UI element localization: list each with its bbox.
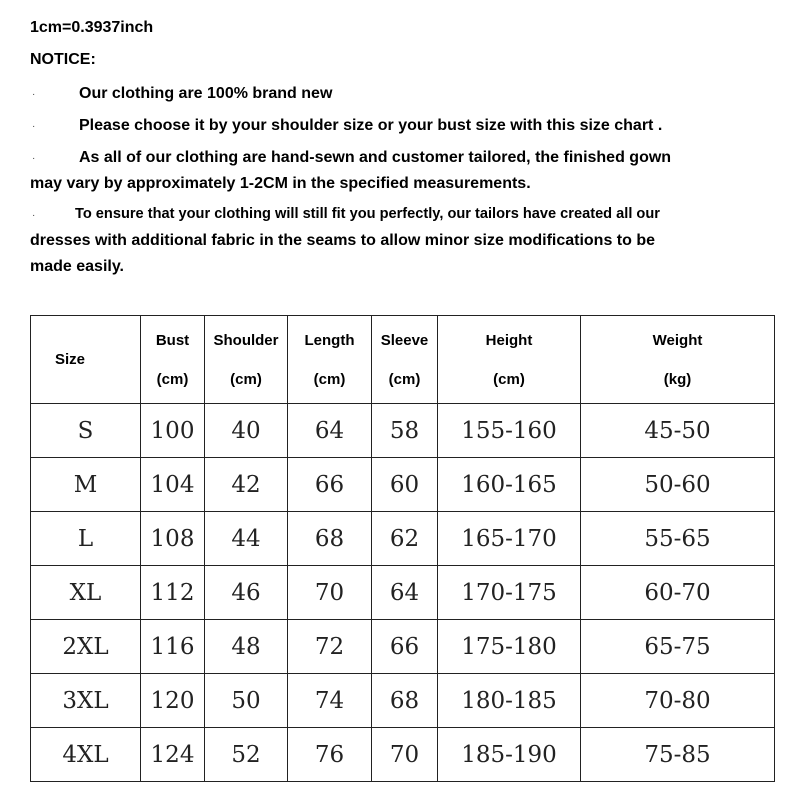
cell-weight: 60-70 [581, 566, 775, 620]
cell-bust: 108 [141, 512, 205, 566]
bullet: · [32, 153, 36, 164]
table-row [31, 728, 775, 782]
bullet: · [32, 210, 36, 221]
header-height [438, 316, 581, 404]
notice-hand-sewn-line1: As all of our clothing are hand-sewn and customer tailored, the finished gown [79, 149, 672, 166]
cell-bust: 124 [141, 728, 205, 782]
header-name: Weight [652, 331, 703, 349]
notice-fabric-line2: dresses with additional fabric in the seams to allow minor size modifications to be [30, 232, 656, 249]
table-header-row [31, 316, 775, 404]
cell-size: 4XL [31, 728, 141, 782]
cell-shoulder: 50 [205, 674, 288, 728]
header-unit: (cm) [313, 370, 346, 388]
notice-fabric-line3: made easily. [30, 258, 124, 275]
table-row [31, 512, 775, 566]
unit-conversion: 1cm=0.3937inch [30, 19, 154, 36]
header-unit: (cm) [388, 370, 421, 388]
cell-sleeve: 68 [372, 674, 438, 728]
cell-length: 70 [288, 566, 372, 620]
cell-sleeve: 58 [372, 404, 438, 458]
cell-length: 68 [288, 512, 372, 566]
cell-weight: 75-85 [581, 728, 775, 782]
cell-length: 76 [288, 728, 372, 782]
cell-shoulder: 52 [205, 728, 288, 782]
table-row [31, 458, 775, 512]
notice-brand-new: Our clothing are 100% brand new [79, 85, 333, 102]
notice-title: NOTICE: [30, 51, 96, 68]
cell-height: 155-160 [438, 404, 581, 458]
cell-sleeve: 66 [372, 620, 438, 674]
bullet: · [32, 121, 36, 132]
cell-bust: 120 [141, 674, 205, 728]
header-name: Sleeve [380, 331, 429, 349]
cell-size: M [31, 458, 141, 512]
cell-shoulder: 44 [205, 512, 288, 566]
header-sleeve [372, 316, 438, 404]
notice-hand-sewn-line2: may vary by approximately 1-2CM in the specified measurements. [30, 175, 531, 192]
cell-height: 180-185 [438, 674, 581, 728]
bullet: · [32, 89, 36, 100]
size-chart-table [30, 315, 775, 782]
table-row [31, 620, 775, 674]
header-shoulder [205, 316, 288, 404]
header-bust [141, 316, 205, 404]
cell-size: 3XL [31, 674, 141, 728]
cell-sleeve: 70 [372, 728, 438, 782]
header-name: Height [485, 331, 533, 349]
cell-shoulder: 46 [205, 566, 288, 620]
header-name: Length [304, 331, 355, 349]
cell-sleeve: 60 [372, 458, 438, 512]
header-unit: (cm) [156, 370, 189, 388]
cell-size: L [31, 512, 141, 566]
cell-height: 175-180 [438, 620, 581, 674]
header-size: Size [31, 316, 141, 404]
cell-length: 72 [288, 620, 372, 674]
cell-height: 160-165 [438, 458, 581, 512]
cell-size: 2XL [31, 620, 141, 674]
cell-height: 170-175 [438, 566, 581, 620]
table-row [31, 566, 775, 620]
cell-shoulder: 42 [205, 458, 288, 512]
cell-bust: 100 [141, 404, 205, 458]
cell-bust: 104 [141, 458, 205, 512]
cell-height: 165-170 [438, 512, 581, 566]
cell-bust: 112 [141, 566, 205, 620]
cell-height: 185-190 [438, 728, 581, 782]
cell-length: 64 [288, 404, 372, 458]
cell-shoulder: 48 [205, 620, 288, 674]
table-row [31, 404, 775, 458]
cell-size: S [31, 404, 141, 458]
cell-shoulder: 40 [205, 404, 288, 458]
cell-length: 74 [288, 674, 372, 728]
cell-length: 66 [288, 458, 372, 512]
table-row [31, 674, 775, 728]
notice-fabric-line1: To ensure that your clothing will still fit you perfectly, our tailors have created all our [75, 206, 660, 222]
header-unit: (cm) [230, 370, 262, 388]
cell-size: XL [31, 566, 141, 620]
cell-weight: 70-80 [581, 674, 775, 728]
header-unit: (kg) [663, 370, 692, 388]
cell-bust: 116 [141, 620, 205, 674]
header-name: Bust [155, 331, 190, 349]
header-weight [581, 316, 775, 404]
cell-sleeve: 62 [372, 512, 438, 566]
notice-size-choice: Please choose it by your shoulder size or your bust size with this size chart . [79, 117, 663, 134]
cell-weight: 45-50 [581, 404, 775, 458]
header-name: Shoulder [213, 331, 279, 349]
cell-sleeve: 64 [372, 566, 438, 620]
header-unit: (cm) [493, 370, 525, 388]
header-length [288, 316, 372, 404]
cell-weight: 65-75 [581, 620, 775, 674]
cell-weight: 55-65 [581, 512, 775, 566]
cell-weight: 50-60 [581, 458, 775, 512]
